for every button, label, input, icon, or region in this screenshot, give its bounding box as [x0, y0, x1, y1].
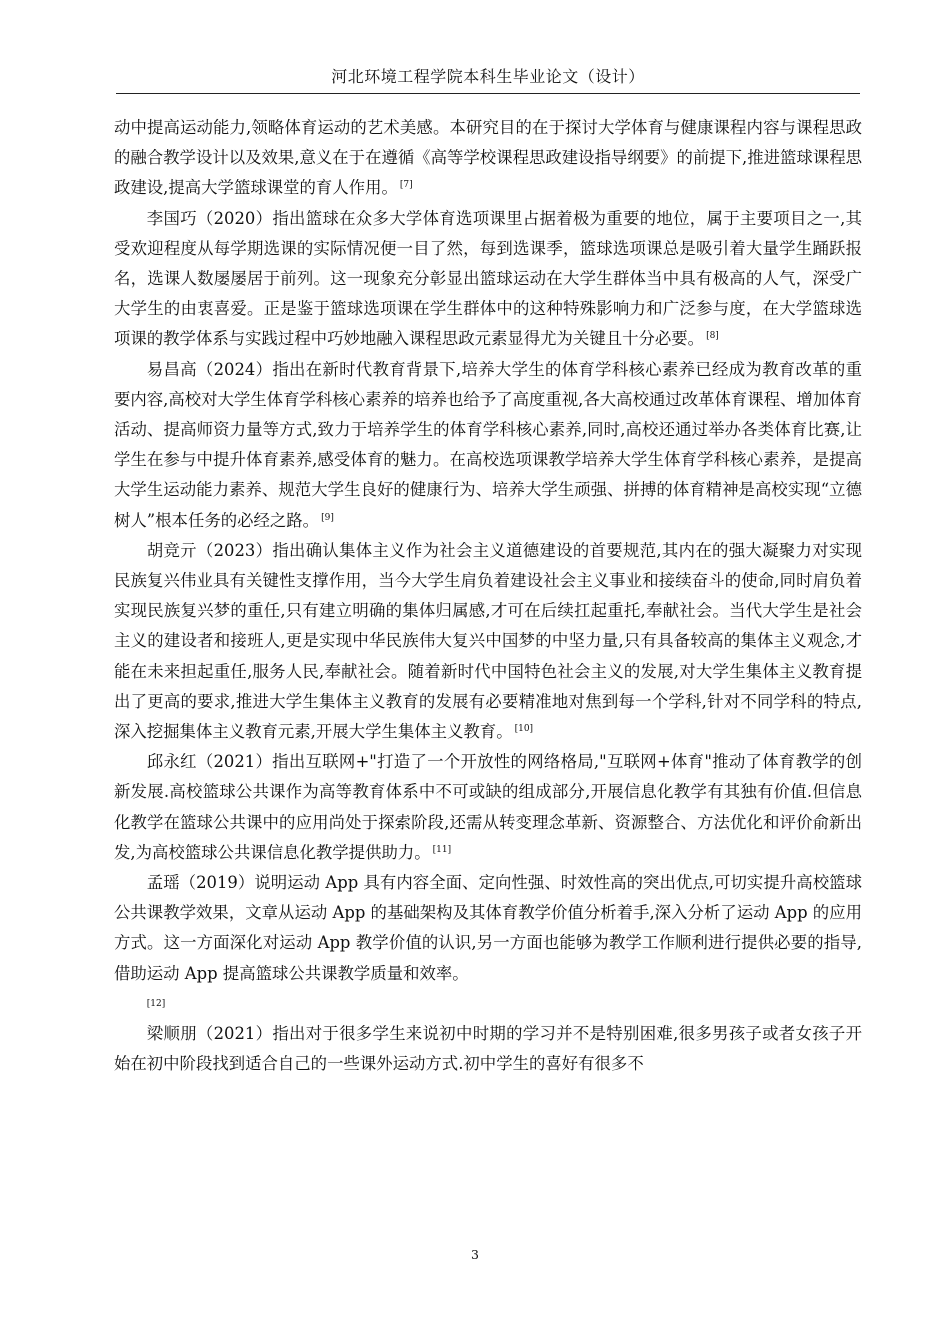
- document-body: [114, 113, 862, 1080]
- paragraph-5: [114, 747, 862, 868]
- paragraph-7-text: 梁顺朋（2021）指出对于很多学生来说初中时期的学习并不是特别困难,很多男孩子或者女孩子开始在初中阶段找到适合自己的一些课外运动方式.初中学生的喜好有很多不: [114, 1024, 862, 1074]
- citation-11: [11]: [432, 844, 452, 855]
- citation-9: [9]: [321, 512, 334, 523]
- page-number: 3: [471, 1247, 479, 1262]
- citation-10: [10]: [514, 724, 534, 735]
- page-header: 河北环境工程学院本科生毕业论文（设计）: [331, 67, 645, 86]
- paragraph-2: [114, 204, 862, 355]
- paragraph-3-text: 易昌高（2024）指出在新时代教育背景下,培养大学生的体育学科核心素养已经成为教育改革的重要内容,高校对大学生体育学科核心素养的培养也给予了高度重视,各大高校通过改革体育课程、增加体育活动、提高师资力量等方式,致力于培养学生的体育学科核心素养,同时,高校还通过举办各类体育比赛,让学生在参与中提升体育素养,感受体育的魅力。在高校选项课教学培养大学生体育学科核心素养，是提高大学生运动能力素养、规范大学生良好的健康行为、培养大学生顽强、拼搏的体育精神是高校实现“立德树人”根本任务的必经之路。: [114, 359, 862, 530]
- paragraph-1-text: 动中提高运动能力,领略体育运动的艺术美感。本研究目的在于探讨大学体育与健康课程内容与课程思政的融合教学设计以及效果,意义在于在遵循《高等学校课程思政建设指导纲要》的前提下,推进篮球课程思政建设,提高大学篮球课堂的育人作用。: [114, 118, 862, 198]
- paragraph-2-text: 李国巧（2020）指出篮球在众多大学体育选项课里占据着极为重要的地位，属于主要项目之一,其受欢迎程度从每学期选课的实际情况便一目了然，每到选课季，篮球选项课总是吸引着大量学生踊跃报名，选课人数屡屡居于前列。这一现象充分彰显出篮球运动在大学生群体当中具有极高的人气，深受广大学生的由衷喜爱。正是鉴于篮球选项课在学生群体中的这种特殊影响力和广泛参与度，在大学篮球选项课的教学体系与实践过程中巧妙地融入课程思政元素显得尤为关键且十分必要。: [114, 208, 862, 349]
- paragraph-4: [114, 536, 862, 747]
- header-rule: [116, 93, 860, 94]
- paragraph-4-text: 胡竞亓（2023）指出确认集体主义作为社会主义道德建设的首要规范,其内在的强大凝聚力对实现民族复兴伟业具有关键性支撑作用，当今大学生肩负着建设社会主义事业和接续奋斗的使命,同时肩负着实现民族复兴梦的重任,只有建立明确的集体归属感,才可在后续扛起重托,奉献社会。当代大学生是社会主义的建设者和接班人,更是实现中华民族伟大复兴中国梦的中坚力量,只有具备较高的集体主义观念,才能在未来担起重任,服务人民,奉献社会。随着新时代中国特色社会主义的发展,对大学生集体主义教育提出了更高的要求,推进大学生集体主义教育的发展有必要精准地对焦到每一个学科,针对不同学科的特点,深入挖掘集体主义教育元素,开展大学生集体主义教育。: [114, 540, 862, 742]
- paragraph-6-text: 孟瑶（2019）说明运动 App 具有内容全面、定向性强、时效性高的突出优点,可切实提升高校篮球公共课教学效果，文章从运动 App 的基础架构及其体育教学价值分析着手,深入分析了运动 App 的应用方式。这一方面深化对运动 App 教学价值的认识,另一方面也能够为教学工作顺利进行提供必要的指导,借助运动 App 提高篮球公共课教学质量和效率。: [114, 873, 862, 983]
- citation-7: [7]: [399, 180, 413, 191]
- paragraph-7: [114, 1019, 862, 1079]
- paragraph-1: [114, 113, 862, 204]
- paragraph-6: [114, 868, 862, 1019]
- paragraph-3: [114, 355, 862, 536]
- citation-8: [8]: [706, 331, 719, 342]
- citation-12: [12]: [146, 998, 166, 1009]
- paragraph-5-text: 邱永红（2021）指出互联网+"打造了一个开放性的网络格局,"互联网+体育"推动了体育教学的创新发展.高校篮球公共课作为高等教育体系中不可或缺的组成部分,开展信息化教学有其独有价值.但信息化教学在篮球公共课中的应用尚处于探索阶段,还需从转变理念革新、资源整合、方法优化和评价俞新出发,为高校篮球公共课信息化教学提供助力。: [114, 752, 862, 862]
